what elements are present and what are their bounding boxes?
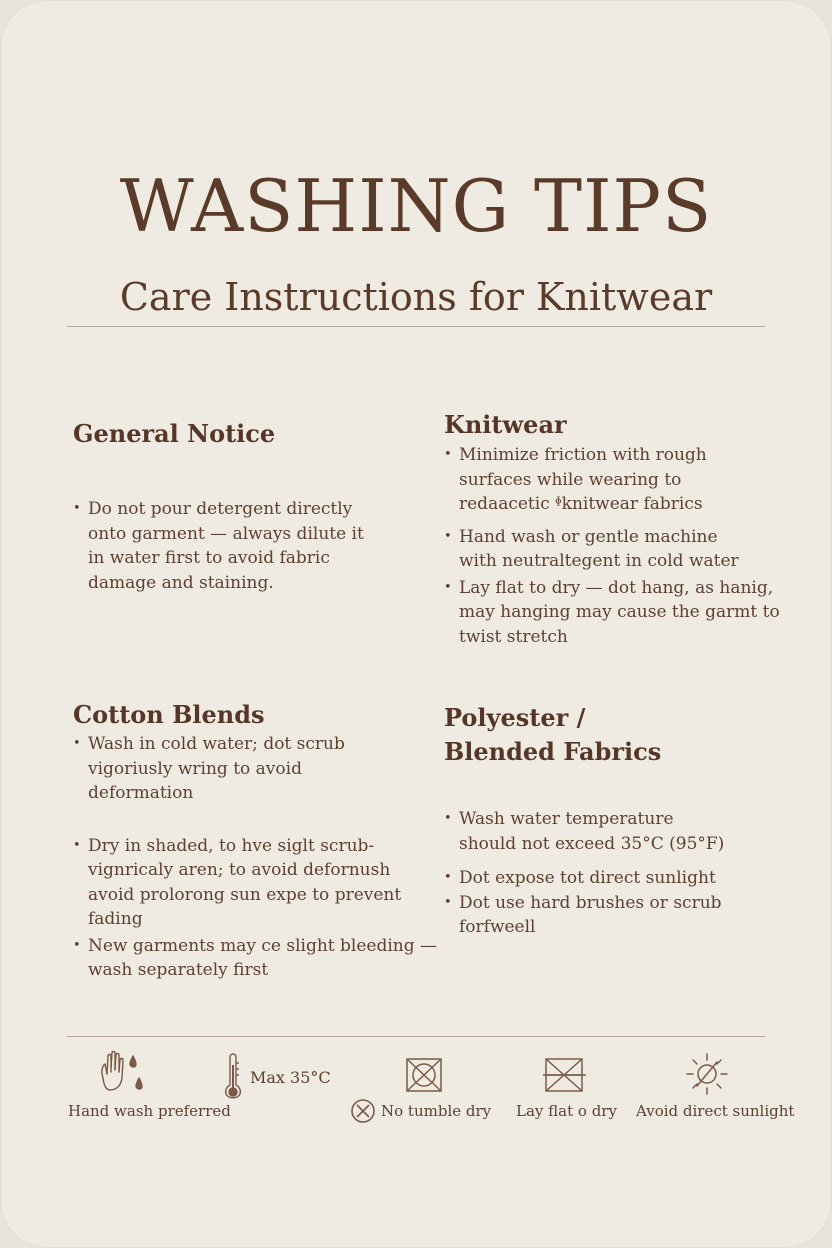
list-item: • Do not pour detergent directly onto garment — always dilute it in water first to avoid fabric damage and staining. [73,497,378,595]
page-subtitle: Care Instructions for Knitwear [119,275,713,319]
page-title: WASHING TIPS [119,164,713,248]
top-divider [67,326,765,327]
list-item: • Wash in cold water; dot scrub vigoriusly wring to avoid deformation [73,732,408,806]
bullet-list [444,443,789,649]
section-general-notice [73,417,393,595]
section-knitwear [444,408,789,649]
bottom-divider [67,1036,765,1037]
lay-flat-dry-icon [543,1057,587,1093]
avoid-sun-label: Avoid direct sunlight [636,1102,795,1120]
avoid-sun-icon [685,1052,729,1096]
list-item: • Hand wash or gentle machine with neutraltegent in cold water [444,525,749,574]
bullet-list [444,807,789,940]
list-item: • Dot use hard brushes or scrub forfweell [444,891,789,940]
prohibited-icon [350,1098,376,1124]
hand-wash-icon [97,1048,147,1096]
list-item: • Minimize friction with rough surfaces while wearing to redaacetic ᶲknitwear fabrics [444,443,774,517]
bullet-list [73,732,443,983]
list-item: • Dry in shaded, to hve siglt scrub-vignricaly aren; to avoid defornush avoid prolorong sun expe to prevent fading [73,834,428,932]
care-icons-row [0,1040,832,1140]
bullet-list [73,497,393,595]
hand-wash-label: Hand wash preferred [68,1102,231,1120]
list-item: • Wash water temperature should not exceed 35°C (95°F) [444,807,729,856]
section-cotton-blends [73,698,443,983]
section-heading: General Notice [73,419,276,448]
lay-flat-label: Lay flat o dry [516,1102,617,1120]
section-heading: Cotton Blends [73,700,265,729]
list-item: • Lay flat to dry — dot hang, as hanig, may hanging may cause the garmt to twist stretch [444,576,789,650]
section-heading: Polyester / Blended Fabrics [444,703,662,766]
thermometer-icon [223,1051,243,1101]
list-item: • Dot expose tot direct sunlight [444,866,779,891]
list-item: • New garments may ce slight bleeding — wash separately first [73,934,443,983]
max-temp-label: Max 35°C [250,1068,331,1087]
section-heading: Knitwear [444,410,567,439]
no-tumble-dry-label: No tumble dry [381,1102,492,1120]
section-polyester [444,701,789,940]
no-tumble-dry-icon [405,1057,443,1093]
